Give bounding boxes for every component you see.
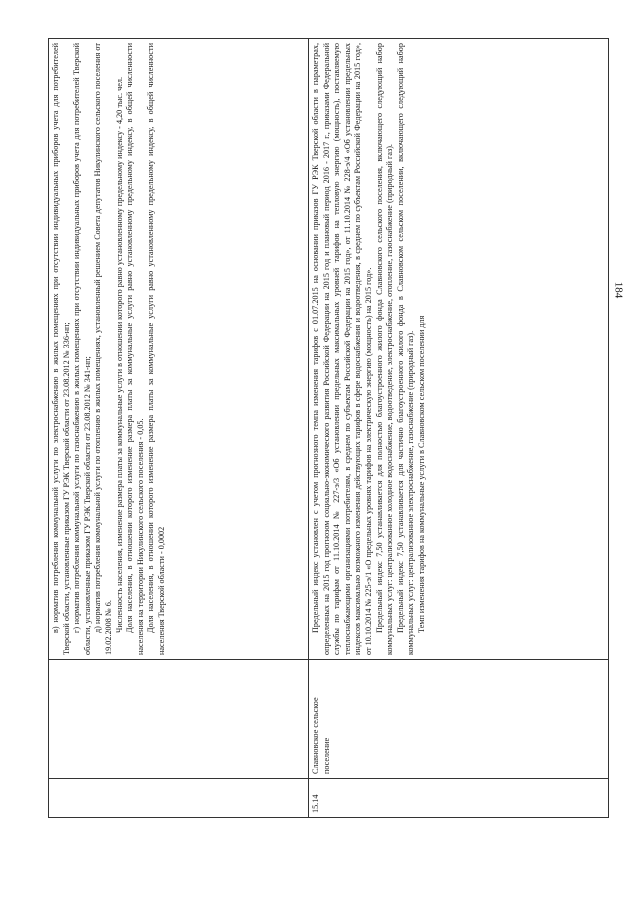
paragraph: Численность населения, изменение размера платы за коммунальные услуги в отношении которого равно установленному предельному индексу - 4,20 тыс. чел. <box>114 76 124 633</box>
paragraph: Предельный индекс 7,50 устанавливается для частично благоустроенного жилого фонда в Славновском сельском поселении, включающего следующий набор коммунальных услуг: централизованное электроснабжение, газоснабжение (природный газ). <box>395 43 416 655</box>
row-number-cell: 15.14 <box>309 779 609 818</box>
table-row <box>49 39 309 818</box>
settlement-name-cell: Славновское сельское поселение <box>309 660 609 779</box>
rotated-landscape-page <box>48 38 608 818</box>
description-cell <box>49 39 309 660</box>
paragraph: Предельный индекс 7,50 устанавливается для полностью благоустроенного жилого фонда Славновского сельского поселения, включающего следующий набор коммунальных услуг: централизованное холодное водоснабжение, водоотведение, электроснабжение, отопление, газоснабжение (природный газ). <box>374 43 395 655</box>
settlement-name-cell <box>49 660 309 779</box>
paragraph: Темп изменения тарифов на коммунальные услуги в Славновском сельском поселении для <box>416 315 426 633</box>
page-frame <box>48 38 624 818</box>
document-table <box>48 38 609 818</box>
paragraph: д) норматив потребления коммунальной услуги по отоплению в жилых помещениях, установленный решением Совета депутатов Никулинского сельского поселения от 19.02.2008 № 6. <box>93 43 113 655</box>
paragraph: г) норматив потребления коммунальной услуги по газоснабжению в жилых помещениях при отсутствии индивидуальных приборов учета для потребителей Тверской области, установленные приказом ГУ РЭК Тверской области от 23.08.2012 № 341-нп; <box>72 43 92 655</box>
description-cell <box>309 39 609 660</box>
row-number-cell <box>49 779 309 818</box>
paragraph: в) норматив потребления коммунальной услуги по электроснабжению в жилых помещениях при отсутствии индивидуальных приборов учета для потребителей Тверской области, установленные приказом ГУ РЭК Тверской области от 23.08.2012 № 336-нп; <box>51 43 71 655</box>
table-row <box>309 39 609 818</box>
page-number: 184 <box>611 281 624 299</box>
paragraph: Доля населения, в отношении которого изменение размера платы за коммунальные услуги равно установленному предельному индексу, в общей численности населения на территории Никулинского сельского поселения - 0,05. <box>125 43 145 655</box>
paragraph: Предельный индекс установлен с учетом прогнозного темпа изменения тарифов с 01.07.2015 на основании приказов ГУ РЭК Тверской области в параметрах, определенных на 2015 год прогнозом социально-экономического развития Российской Федерации на 2015 год и плановый период 2016 - 2017 г., приказами Федеральной службы по тарифам от 11.10.2014 № 227-э/3 «Об установлении предельных максимальных уровней тарифов на тепловую энергию (мощность), поставляемую теплоснабжающими организациями потребителям, в среднем по субъектам Российской Федерации на 2015 год», от 11.10.2014 № 228-э/4 «Об установлении предельных индексов максимально возможного изменения действующих тарифов в сфере водоснабжения и водоотведения, в среднем по субъектам Российской Федерации на 2015 год», от 10.10.2014 № 225-э/1 «О предельных уровнях тарифов на электрическую энергию (мощность) на 2015 год». <box>311 43 373 655</box>
paragraph: Доля населения, в отношении которого изменение размера платы за коммунальные услуги равно установленному предельному индексу, в общей численности населения Тверской области - 0,0002 <box>146 43 166 655</box>
